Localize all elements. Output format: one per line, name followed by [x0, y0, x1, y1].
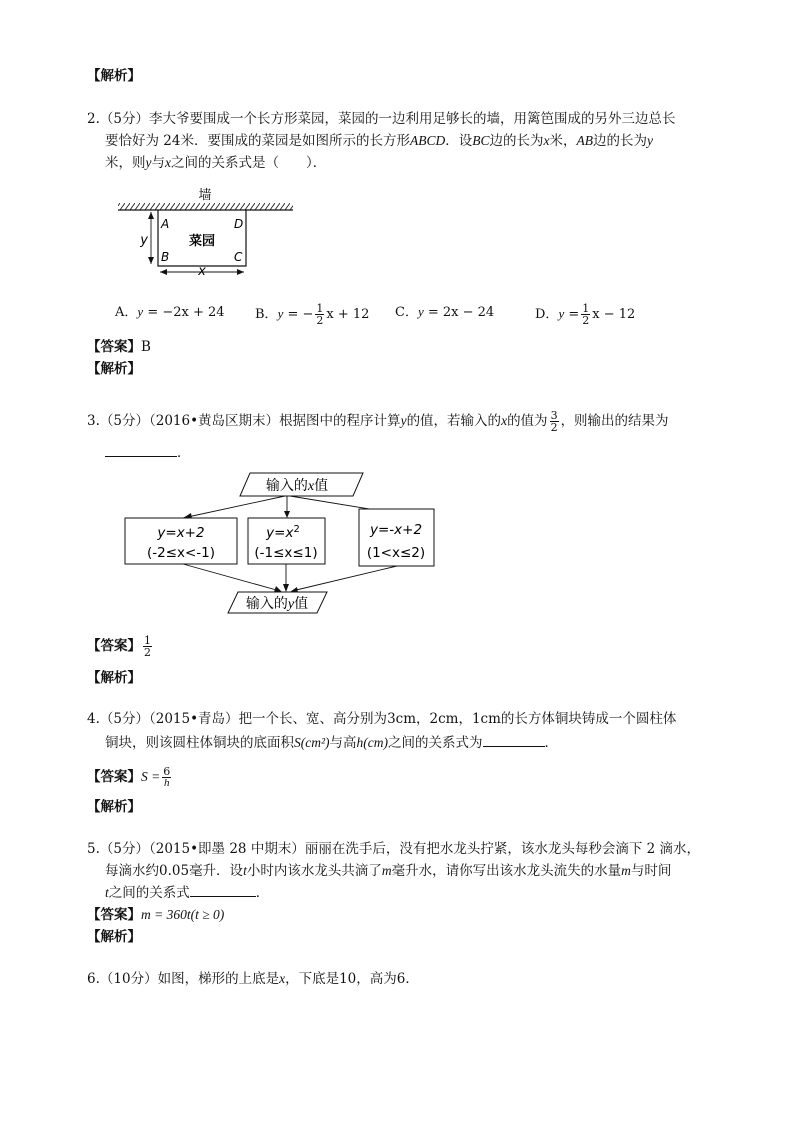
- question-2-line-3: 米，则y与x之间的关系式是（ ）．: [105, 155, 327, 171]
- box-2-range: (-1≤x≤1): [254, 545, 318, 561]
- flowchart: [115, 468, 445, 618]
- question-5-answer: 【答案】m = 360t(t ≥ 0): [87, 907, 225, 923]
- y-label: y: [140, 233, 148, 248]
- arrow-from-box-3: [292, 566, 397, 591]
- question-4-line-1: 4.（5分）（2015•青岛）把一个长、宽、高分别为3cm，2cm，1cm的长方体铜块铸成一个圆柱体: [87, 711, 677, 727]
- arrow-to-box-1: [183, 496, 285, 518]
- option-c: C．y = 2x − 24: [395, 304, 495, 320]
- fraction: $\frac{3}{2}$: [550, 409, 558, 434]
- option-d: D．y = $\frac{1}{2}$ x − 12: [535, 302, 636, 327]
- x-arrow-left: [160, 269, 167, 275]
- y-arrow-down: [148, 257, 154, 264]
- arrow-from-box-1: [183, 564, 280, 591]
- answer-blank: [483, 745, 545, 747]
- garden-label: 菜园: [188, 234, 216, 249]
- question-5-line-1: 5.（5分）（2015•即墨 28 中期末）丽丽在洗手后，没有把水龙头拧紧，该水龙头每秒会滴下 2 滴水，: [87, 841, 700, 857]
- question-number: 2.: [87, 111, 100, 127]
- fraction: $\frac{1}{2}$: [144, 634, 151, 659]
- question-3-analysis: 【解析】: [87, 670, 141, 686]
- vertex-b: B: [161, 250, 170, 264]
- input-label: 输入的x值: [265, 478, 329, 494]
- vertex-c: C: [234, 250, 243, 264]
- question-5-analysis: 【解析】: [87, 929, 141, 945]
- option-b: B．y = − $\frac{1}{2}$ x + 12: [255, 302, 370, 327]
- garden-figure: [110, 182, 300, 282]
- answer-blank: [105, 455, 177, 457]
- question-2-line-2: 要恰好为 24米．要围成的菜园是如图所示的长方形ABCD．设BC边的长为x米，AB边的长为y: [105, 133, 653, 149]
- question-2-answer: 【答案】B: [87, 339, 151, 355]
- wall-hatch: [118, 203, 293, 210]
- output-label: 输入的y值: [245, 596, 309, 612]
- box-3-range: (1<x≤2): [366, 545, 426, 561]
- box-2-formula: $y=x^2$: [266, 524, 300, 541]
- question-4-line-2: 铜块，则该圆柱体铜块的底面积S(cm²)与高h(cm)之间的关系式为 ．: [105, 735, 559, 751]
- question-score: （5分）: [99, 111, 149, 127]
- question-4-answer: 【答案】S = $\frac{6}{h}$: [87, 765, 171, 789]
- wall-label: 墙: [198, 188, 212, 203]
- x-arrow-right: [237, 269, 244, 275]
- vertex-a: A: [161, 217, 170, 231]
- fraction: $\frac{1}{2}$: [582, 302, 590, 327]
- box-1-formula: y=x+2: [157, 525, 205, 541]
- question-2-line-1: 2.（5分）李大爷要围成一个长方形菜园，菜园的一边利用足够长的墙，用篱笆围成的另外三边总长: [87, 111, 676, 127]
- vertex-d: D: [234, 217, 244, 231]
- y-arrow-up: [148, 212, 154, 219]
- box-3-formula: y=-x+2: [369, 522, 423, 538]
- x-label: x: [198, 264, 206, 279]
- option-a: A．y = −2x + 24: [115, 304, 225, 320]
- question-3-line-1: 3.（5分）（2016•黄岛区期末）根据图中的程序计算y的值，若输入的x的值为 $\frac{3}{2}$ ，则输出的结果为: [87, 409, 669, 434]
- question-3-blank-line: ．: [105, 444, 191, 462]
- fraction: $\frac{1}{2}$: [316, 302, 324, 327]
- analysis-tag: 【解析】: [87, 68, 141, 84]
- question-3-answer: 【答案】 $\frac{1}{2}$: [87, 634, 151, 659]
- question-4-analysis: 【解析】: [87, 799, 141, 815]
- question-5-line-3: t之间的关系式 ．: [105, 885, 270, 901]
- fraction: $\frac{6}{h}$: [163, 765, 171, 789]
- answer-blank: [190, 895, 256, 897]
- question-2-analysis: 【解析】: [87, 361, 141, 377]
- question-6-line-1: 6.（10分）如图，梯形的上底是x，下底是10，高为6．: [87, 971, 419, 987]
- box-1-range: (-2≤x<-1): [146, 545, 216, 561]
- question-5-line-2: 每滴水约0.05毫升．设t小时内该水龙头共滴了m毫升水，请你写出该水龙头流失的水量m与时间: [105, 863, 672, 879]
